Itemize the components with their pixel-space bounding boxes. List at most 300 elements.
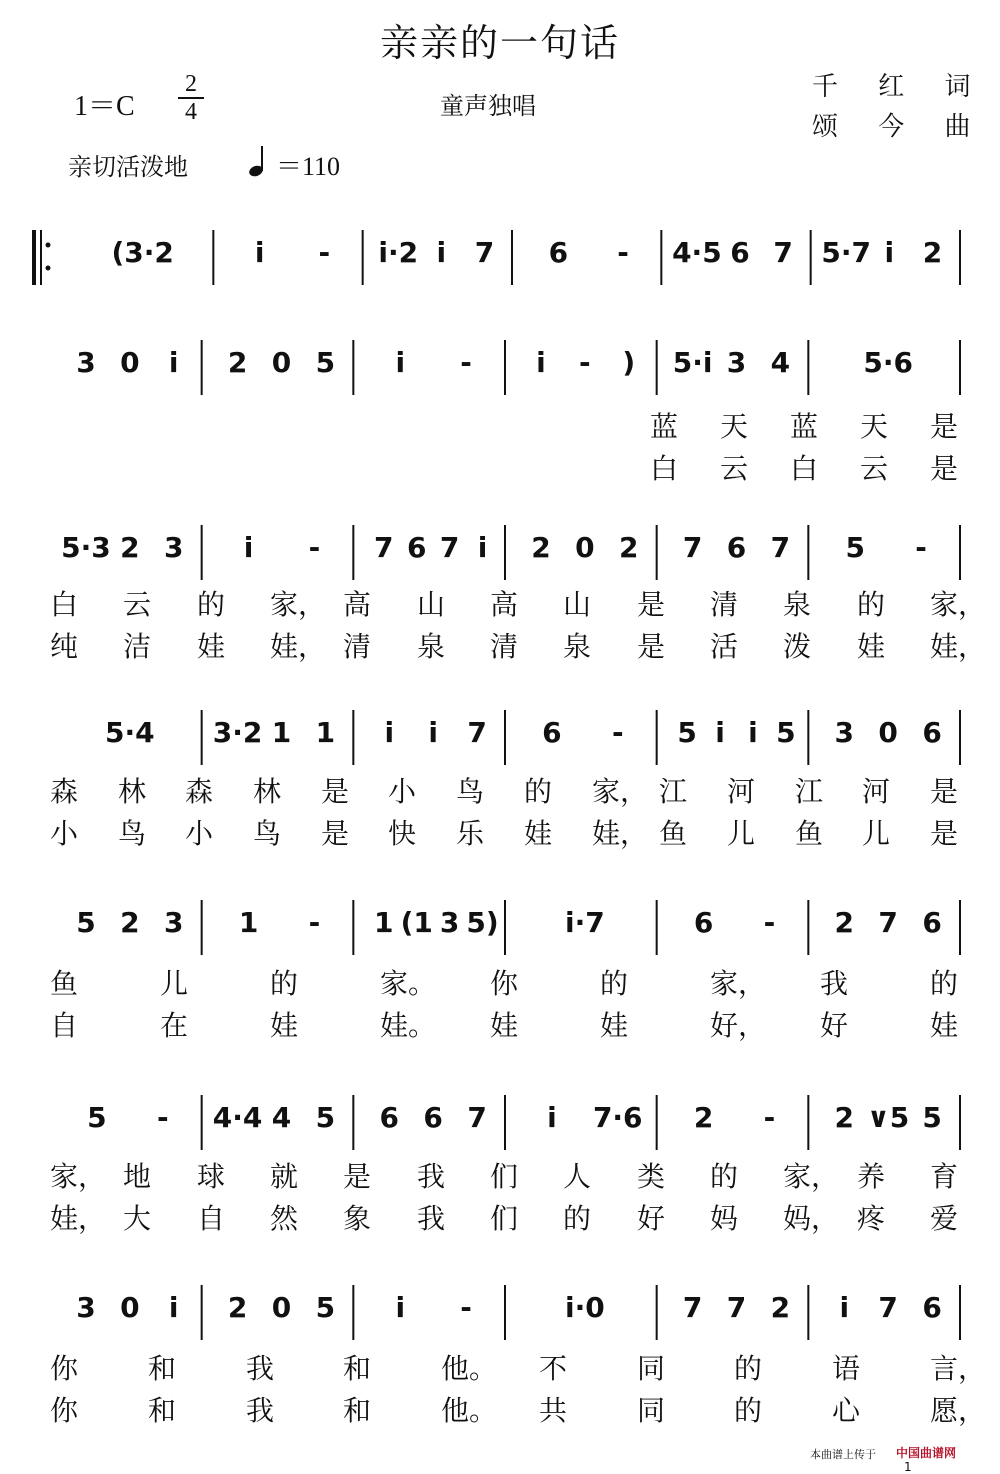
note: 4	[271, 1101, 292, 1134]
lyric-syllable: 林	[253, 775, 282, 808]
lyric-syllable: 好	[820, 1009, 849, 1042]
lyric-syllable: 的	[270, 967, 299, 1000]
lyric-syllable: 我	[417, 1160, 446, 1193]
lyric-syllable: 家，	[930, 588, 987, 621]
note: 4	[770, 346, 791, 379]
lyric-syllable: 是	[637, 630, 666, 663]
note: 3	[163, 906, 184, 939]
note: 0	[271, 346, 292, 379]
lyric-syllable: 家，	[270, 588, 327, 621]
barline	[504, 710, 506, 765]
lyric-syllable: 洁	[123, 630, 152, 663]
lyric-syllable: 泉	[783, 588, 812, 621]
note: -	[308, 531, 321, 564]
note: 3	[726, 346, 747, 379]
lyric-syllable: 地	[123, 1160, 152, 1193]
barline	[807, 1285, 809, 1340]
lyrics-verse-2	[0, 1197, 1000, 1233]
lyric-syllable: 娃	[600, 1009, 629, 1042]
note: 6	[693, 906, 714, 939]
lyric-syllable: 自	[50, 1009, 79, 1042]
barline	[201, 1285, 203, 1340]
note: 7	[682, 531, 703, 564]
time-bottom: 4	[185, 99, 197, 125]
lyric-syllable: 家。	[380, 967, 437, 1000]
note: 0	[120, 346, 140, 379]
barline	[959, 1285, 961, 1340]
quarter-note-icon	[248, 144, 270, 182]
lyric-syllable: 爱	[930, 1202, 959, 1235]
lyric-syllable: 你	[50, 1352, 79, 1385]
note: 1	[271, 716, 292, 749]
lyrics-verse-1	[0, 962, 1000, 998]
lyric-syllable: 家，	[592, 775, 649, 808]
note: i	[168, 1291, 179, 1324]
lyric-syllable: 娃	[930, 1009, 959, 1042]
lyric-syllable: 小	[185, 817, 214, 850]
lyric-syllable: 河	[727, 775, 756, 808]
note: 0	[575, 531, 595, 564]
lyric-syllable: 在	[160, 1009, 189, 1042]
note: 5	[677, 716, 697, 749]
lyric-syllable: 鸟	[118, 817, 147, 850]
note: 4·5	[672, 236, 722, 269]
lyric-syllable: 疼	[857, 1202, 886, 1235]
lyric-syllable: 山	[417, 588, 446, 621]
barline	[352, 525, 354, 580]
lyrics-verse-1	[0, 583, 1000, 619]
key-signature: 1＝C	[74, 91, 135, 122]
note: 7	[474, 236, 495, 269]
time-top: 2	[185, 71, 197, 97]
lyric-syllable: 的	[197, 588, 226, 621]
note: 7	[682, 1291, 703, 1324]
score-title: 亲亲的一句话	[379, 21, 620, 65]
lyric-syllable: 不	[539, 1352, 568, 1385]
lyric-syllable: 娃	[524, 817, 553, 850]
barline	[504, 340, 506, 395]
lyric-syllable: 娃，	[270, 630, 327, 663]
note: -	[156, 1101, 169, 1134]
note: 5·4	[105, 716, 155, 749]
lyric-syllable: 小	[50, 817, 79, 850]
note: i	[395, 346, 406, 379]
barline	[201, 900, 203, 955]
lyric-syllable: 娃	[857, 630, 886, 663]
barline	[959, 230, 961, 285]
lyric-syllable: 是	[637, 588, 666, 621]
lyric-syllable: 言，	[930, 1352, 987, 1385]
note: 6	[423, 1101, 443, 1134]
lyric-syllable: 是	[321, 817, 350, 850]
lyrics-verse-1	[0, 1347, 1000, 1383]
lyric-syllable: 人	[563, 1160, 592, 1193]
lyric-syllable: 河	[862, 775, 891, 808]
lyric-syllable: 是	[930, 817, 959, 850]
barline	[807, 1095, 809, 1150]
lyrics-verse-2	[0, 447, 1000, 483]
lyrics-verse-1	[0, 405, 1000, 441]
note: 7·6	[592, 1101, 643, 1134]
note: 2	[834, 1101, 855, 1134]
composer-credit: 颂 今 曲	[812, 112, 987, 142]
barline	[201, 710, 203, 765]
barline	[959, 340, 961, 395]
lyric-syllable: 和	[148, 1352, 177, 1385]
lyric-syllable: 你	[50, 1394, 79, 1427]
note: 1	[238, 906, 259, 939]
lyric-syllable: 们	[490, 1202, 519, 1235]
tempo-value: ＝110	[276, 152, 341, 181]
lyric-syllable: 山	[563, 588, 592, 621]
barline	[807, 710, 809, 765]
note: 7	[878, 906, 898, 939]
note: 5	[922, 1101, 942, 1134]
note: 2	[618, 531, 639, 564]
lyric-syllable: 清	[343, 630, 372, 663]
note: 6	[406, 531, 427, 564]
lyric-syllable: 白	[650, 452, 679, 485]
note: 5	[776, 716, 796, 749]
lyric-syllable: 育	[930, 1160, 959, 1193]
note: 7	[374, 531, 394, 564]
lyric-syllable: 儿	[160, 967, 189, 1000]
lyric-syllable: 妈，	[783, 1202, 840, 1235]
lyric-syllable: 泉	[417, 630, 446, 663]
lyric-syllable: 清	[490, 630, 519, 663]
lyric-syllable: 类	[637, 1160, 666, 1193]
lyric-syllable: 和	[343, 1394, 372, 1427]
lyric-syllable: 娃，	[592, 817, 649, 850]
lyric-syllable: 娃，	[930, 630, 987, 663]
lyric-syllable: 是	[930, 452, 959, 485]
note: -	[915, 531, 927, 564]
note: 5	[87, 1101, 107, 1134]
note: 5	[315, 1101, 336, 1134]
lyric-syllable: 大	[123, 1202, 152, 1235]
lyric-syllable: 然	[270, 1202, 299, 1235]
lyric-syllable: 的	[734, 1394, 763, 1427]
barline	[504, 900, 506, 955]
note: 2	[531, 531, 551, 564]
lyric-syllable: 天	[860, 410, 889, 443]
note: i	[428, 716, 438, 749]
page-number: 1	[904, 1460, 912, 1474]
note: i	[839, 1291, 850, 1324]
lyric-syllable: 球	[197, 1160, 226, 1193]
repeat-bar	[32, 230, 36, 285]
note: i·2	[378, 236, 419, 269]
note: i	[384, 716, 395, 749]
note: 7	[467, 716, 487, 749]
barline	[807, 900, 809, 955]
note: 5·7	[821, 236, 872, 269]
note: 0	[878, 716, 898, 749]
note: i	[168, 346, 179, 379]
lyric-syllable: 家，	[50, 1160, 107, 1193]
lyric-syllable: 蓝	[790, 410, 819, 443]
note: i	[884, 236, 895, 269]
barline	[656, 710, 658, 765]
repeat-dot	[46, 266, 51, 271]
lyric-syllable: 的	[930, 967, 959, 1000]
note: 5·6	[863, 346, 913, 379]
note: 6	[730, 236, 750, 269]
note: i	[715, 716, 725, 749]
lyric-syllable: 象	[343, 1202, 372, 1235]
note: 2	[770, 1291, 791, 1324]
note: 2	[227, 346, 248, 379]
lyrics-verse-2	[0, 1389, 1000, 1425]
lyric-syllable: 是	[321, 775, 350, 808]
barline	[959, 710, 961, 765]
note: )	[622, 346, 636, 379]
lyric-syllable: 云	[720, 452, 749, 485]
note: i	[436, 236, 447, 269]
lyricist-credit: 千 红 词	[812, 72, 987, 102]
note: -	[611, 716, 624, 749]
note: -	[308, 906, 321, 939]
note: 2	[922, 236, 943, 269]
lyric-syllable: 是	[930, 775, 959, 808]
lyric-syllable: 就	[270, 1160, 299, 1193]
barline	[201, 340, 203, 395]
lyric-syllable: 们	[490, 1160, 519, 1193]
note: 7	[467, 1101, 487, 1134]
lyric-syllable: 同	[637, 1352, 666, 1385]
note: 6	[542, 716, 562, 749]
lyric-syllable: 自	[197, 1202, 226, 1235]
note: i·0	[564, 1291, 605, 1324]
lyric-syllable: 娃	[490, 1009, 519, 1042]
lyric-syllable: 儿	[727, 817, 756, 850]
lyric-syllable: 森	[50, 775, 79, 808]
note: 2	[227, 1291, 248, 1324]
barline	[656, 525, 658, 580]
lyric-syllable: 高	[490, 588, 519, 621]
lyric-syllable: 白	[50, 588, 79, 621]
lyric-syllable: 云	[860, 452, 889, 485]
repeat-dot	[46, 243, 51, 248]
note: (3·2	[111, 236, 174, 269]
performance-style: 童声独唱	[440, 92, 536, 120]
note: 1	[315, 716, 336, 749]
note: i	[243, 531, 254, 564]
note: i	[477, 531, 488, 564]
barline	[660, 230, 662, 285]
barline	[201, 525, 203, 580]
note: 6	[726, 531, 747, 564]
lyric-syllable: 和	[343, 1352, 372, 1385]
barline	[656, 900, 658, 955]
lyric-syllable: 是	[930, 410, 959, 443]
lyric-syllable: 愿，	[930, 1394, 987, 1427]
time-signature	[178, 72, 204, 124]
lyrics-verse-2	[0, 625, 1000, 661]
note: 5	[76, 906, 96, 939]
note: 5·3	[61, 531, 111, 564]
lyric-syllable: 我	[246, 1352, 275, 1385]
barline	[959, 525, 961, 580]
lyric-syllable: 儿	[862, 817, 891, 850]
lyric-syllable: 家，	[783, 1160, 840, 1193]
note: 5	[315, 346, 336, 379]
site-logo: 中国曲谱网	[896, 1446, 957, 1460]
tempo-marking: 亲切活泼地	[68, 153, 188, 181]
note: 5	[845, 531, 865, 564]
lyric-syllable: 家，	[710, 967, 767, 1000]
barline	[352, 1285, 354, 1340]
note: 3·2	[212, 716, 263, 749]
barline	[352, 340, 354, 395]
lyric-syllable: 和	[148, 1394, 177, 1427]
note: 6	[548, 236, 569, 269]
barline	[201, 1095, 203, 1150]
lyric-syllable: 快	[388, 817, 417, 850]
lyric-syllable: 白	[790, 452, 819, 485]
note: i	[547, 1101, 557, 1134]
note: 6	[922, 906, 942, 939]
barline	[504, 1095, 506, 1150]
lyric-syllable: 娃，	[50, 1202, 107, 1235]
note: 5	[315, 1291, 336, 1324]
note: 3	[76, 346, 96, 379]
lyric-syllable: 养	[857, 1160, 886, 1193]
note: i	[536, 346, 546, 379]
lyric-syllable: 鱼	[795, 817, 824, 850]
lyric-syllable: 的	[524, 775, 553, 808]
lyric-syllable: 云	[123, 588, 152, 621]
note: 4·4	[212, 1101, 263, 1134]
note: 0	[120, 1291, 140, 1324]
note: -	[460, 1291, 472, 1324]
note: 3	[439, 906, 460, 939]
note: 2	[120, 906, 140, 939]
lyrics-verse-2	[0, 812, 1000, 848]
lyric-syllable: 蓝	[650, 410, 679, 443]
note: 3	[76, 1291, 96, 1324]
lyric-syllable: 娃	[270, 1009, 299, 1042]
lyric-syllable: 娃。	[380, 1009, 437, 1042]
lyric-syllable: 娃	[197, 630, 226, 663]
lyric-syllable: 妈	[710, 1202, 739, 1235]
note: 2	[834, 906, 855, 939]
barline	[352, 1095, 354, 1150]
lyric-syllable: 林	[118, 775, 147, 808]
note: -	[318, 236, 331, 269]
lyric-syllable: 森	[185, 775, 214, 808]
lyric-syllable: 江	[659, 775, 688, 808]
barline	[504, 1285, 506, 1340]
lyric-syllable: 小	[388, 775, 417, 808]
note: 7	[439, 531, 460, 564]
lyric-syllable: 鱼	[50, 967, 79, 1000]
note: (1	[400, 906, 433, 939]
lyric-syllable: 江	[795, 775, 824, 808]
barline	[656, 1095, 658, 1150]
barline	[212, 230, 214, 285]
lyric-syllable: 的	[563, 1202, 592, 1235]
note: 1	[374, 906, 394, 939]
upload-note: 本曲谱上传于	[810, 1448, 876, 1461]
lyric-syllable: 的	[710, 1160, 739, 1193]
barline	[656, 340, 658, 395]
barline	[807, 525, 809, 580]
lyric-syllable: 好，	[710, 1009, 767, 1042]
note: i·7	[564, 906, 605, 939]
note: i	[748, 716, 758, 749]
lyric-syllable: 的	[734, 1352, 763, 1385]
barline	[959, 900, 961, 955]
lyric-syllable: 我	[820, 967, 849, 1000]
lyric-syllable: 是	[343, 1160, 372, 1193]
note: 6	[922, 716, 942, 749]
lyric-syllable: 天	[720, 410, 749, 443]
lyric-syllable: 清	[710, 588, 739, 621]
lyric-syllable: 心	[832, 1394, 861, 1427]
barline	[511, 230, 513, 285]
lyric-syllable: 鸟	[253, 817, 282, 850]
barline	[656, 1285, 658, 1340]
barline	[352, 900, 354, 955]
lyrics-verse-2	[0, 1004, 1000, 1040]
lyrics-verse-1	[0, 1155, 1000, 1191]
note: i	[395, 1291, 406, 1324]
lyric-syllable: 纯	[50, 630, 79, 663]
note: 2	[120, 531, 140, 564]
note: 3	[834, 716, 855, 749]
lyric-syllable: 好	[637, 1202, 666, 1235]
barline	[810, 230, 812, 285]
lyric-syllable: 高	[343, 588, 372, 621]
barline	[959, 1095, 961, 1150]
lyric-syllable: 泼	[783, 630, 812, 663]
note: -	[763, 906, 776, 939]
lyric-syllable: 我	[246, 1394, 275, 1427]
lyrics-verse-1	[0, 770, 1000, 806]
note: 7	[770, 531, 791, 564]
note: 0	[271, 1291, 292, 1324]
barline	[362, 230, 364, 285]
lyric-syllable: 他。	[441, 1352, 498, 1385]
note: 7	[773, 236, 793, 269]
lyric-syllable: 共	[539, 1394, 568, 1427]
note: 3	[163, 531, 184, 564]
barline	[807, 340, 809, 395]
note: i	[254, 236, 265, 269]
note: -	[617, 236, 629, 269]
lyric-syllable: 他。	[441, 1394, 498, 1427]
lyric-syllable: 我	[417, 1202, 446, 1235]
note: ∨5	[867, 1101, 910, 1134]
lyric-syllable: 乐	[456, 817, 485, 850]
note: -	[460, 346, 472, 379]
lyric-syllable: 活	[710, 630, 739, 663]
note: 5)	[466, 906, 499, 939]
lyric-syllable: 语	[832, 1352, 861, 1385]
barline	[504, 525, 506, 580]
lyric-syllable: 鱼	[659, 817, 688, 850]
note: 7	[726, 1291, 747, 1324]
note: 7	[878, 1291, 898, 1324]
note: 2	[693, 1101, 714, 1134]
lyric-syllable: 你	[490, 967, 519, 1000]
note: -	[763, 1101, 776, 1134]
lyric-syllable: 的	[600, 967, 629, 1000]
repeat-bar	[40, 230, 42, 285]
note: -	[579, 346, 591, 379]
lyric-syllable: 泉	[563, 630, 592, 663]
